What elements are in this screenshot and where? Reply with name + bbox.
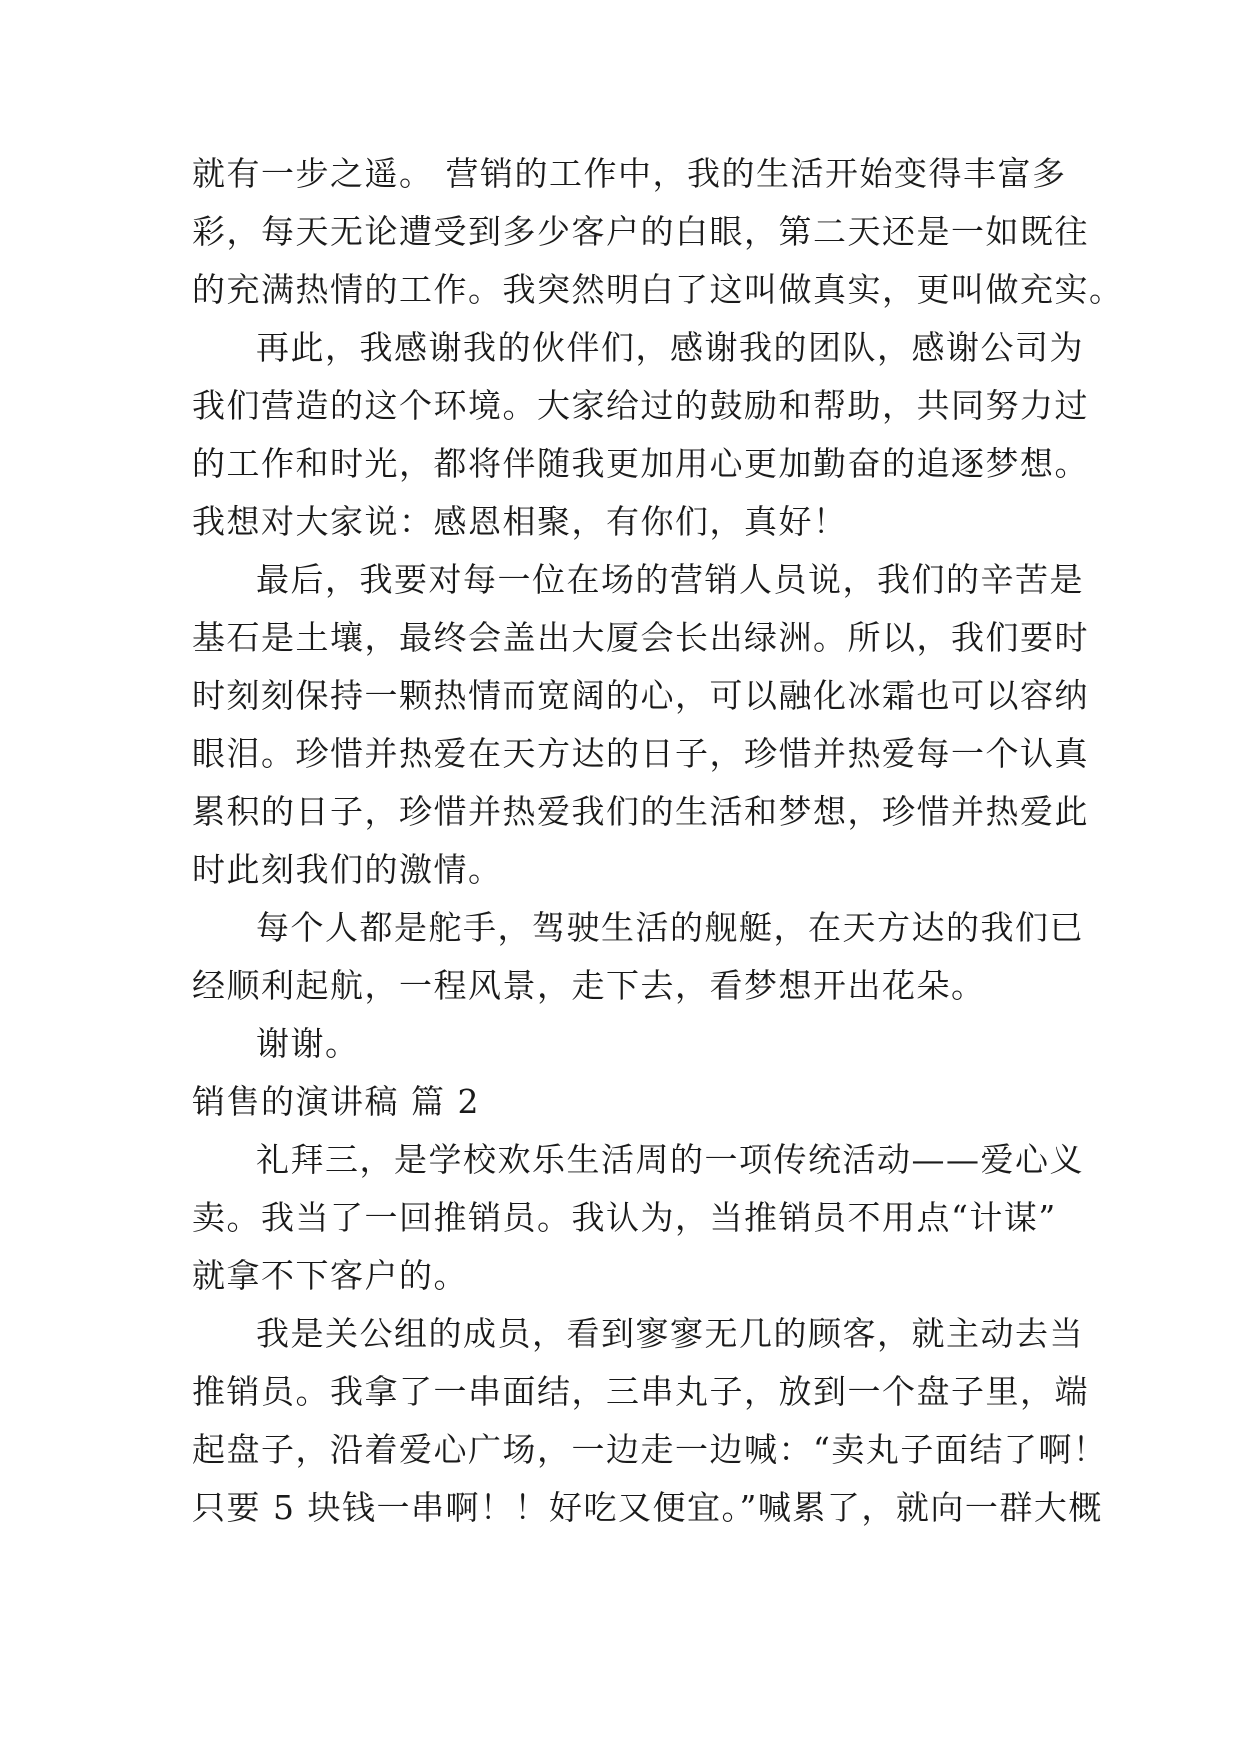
paragraph-start-line: 每个人都是舵手，驾驶生活的舰艇，在天方达的我们已 [256,908,1084,947]
text-line: 彩，每天无论遭受到多少客户的白眼，第二天还是一如既往 [192,212,1089,251]
text-line: 眼泪。珍惜并热爱在天方达的日子，珍惜并热爱每一个认真 [192,734,1089,773]
paragraph-start-line: 我是关公组的成员，看到寥寥无几的顾客，就主动去当 [256,1314,1084,1353]
section-heading: 销售的演讲稿 篇 2 [192,1082,480,1121]
text-line: 累积的日子，珍惜并热爱我们的生活和梦想，珍惜并热爱此 [192,792,1089,831]
text-line: 我想对大家说：感恩相聚，有你们，真好！ [192,502,848,541]
text-line: 只要 5 块钱一串啊！！好吃又便宜。”喊累了，就向一群大概 [192,1488,1103,1527]
text-line: 基石是土壤，最终会盖出大厦会长出绿洲。所以，我们要时 [192,618,1089,657]
paragraph-start-line: 最后，我要对每一位在场的营销人员说，我们的辛苦是 [256,560,1084,599]
closing-line: 谢谢。 [256,1024,360,1063]
paragraph-start-line: 再此，我感谢我的伙伴们，感谢我的团队，感谢公司为 [256,328,1084,367]
text-line: 起盘子，沿着爱心广场，一边走一边喊：“卖丸子面结了啊！ [192,1430,1108,1469]
text-line: 就拿不下客户的。 [192,1256,468,1295]
text-line: 的充满热情的工作。我突然明白了这叫做真实，更叫做充实。 [192,270,1124,309]
text-line: 卖。我当了一回推销员。我认为，当推销员不用点“计谋” [192,1198,1057,1237]
text-line: 就有一步之遥。 营销的工作中，我的生活开始变得丰富多 [192,154,1067,193]
text-line: 推销员。我拿了一串面结，三串丸子，放到一个盘子里，端 [192,1372,1089,1411]
text-line: 的工作和时光，都将伴随我更加用心更加勤奋的追逐梦想。 [192,444,1089,483]
text-line: 经顺利起航，一程风景，走下去，看梦想开出花朵。 [192,966,986,1005]
text-line: 时刻刻保持一颗热情而宽阔的心，可以融化冰霜也可以容纳 [192,676,1089,715]
paragraph-start-line: 礼拜三，是学校欢乐生活周的一项传统活动——爱心义 [256,1140,1084,1179]
text-line: 我们营造的这个环境。大家给过的鼓励和帮助，共同努力过 [192,386,1089,425]
text-line: 时此刻我们的激情。 [192,850,503,889]
